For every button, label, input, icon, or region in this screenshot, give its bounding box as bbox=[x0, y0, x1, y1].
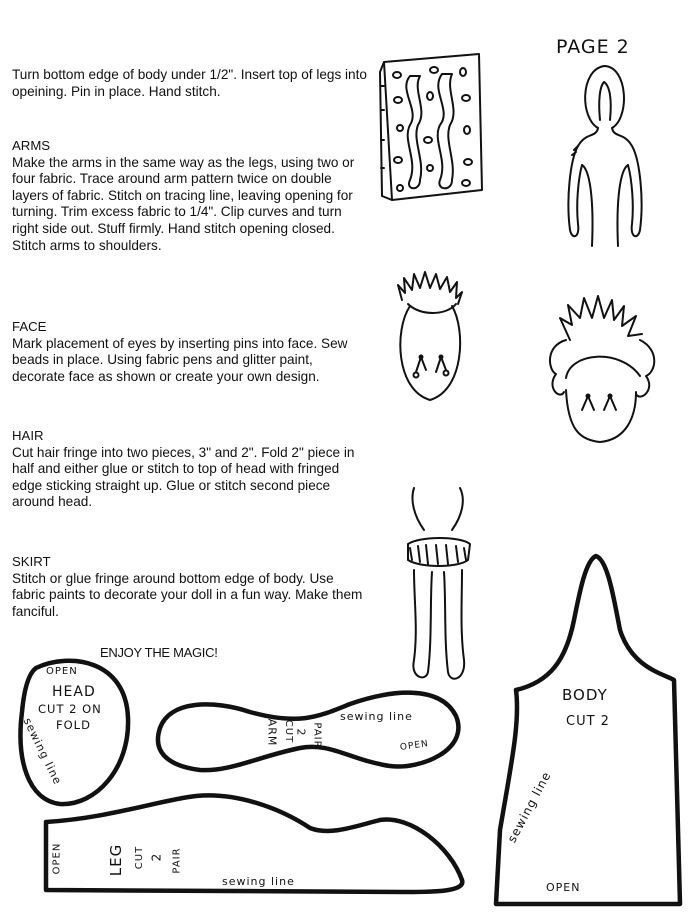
body-sewing-line-label: sewing line bbox=[504, 769, 554, 845]
face-heading: FACE bbox=[12, 319, 47, 334]
arms-heading: ARMS bbox=[12, 138, 51, 153]
body-with-arms-illustration bbox=[568, 66, 641, 246]
intro-paragraph: Turn bottom edge of body under 1/2". Insert top of legs into opeining. Pin in place. Hand stitch. bbox=[12, 67, 367, 99]
arm-open-label: OPEN bbox=[399, 739, 430, 753]
arm-pair-label: PAIR bbox=[311, 722, 323, 749]
body-pattern bbox=[496, 556, 680, 904]
arms-text: Make the arms in the same way as the legs, using two or four fabric. Trace around arm pattern twice on double layers of fabric. Stitch on tracing line, leaving opening for turning. Trim excess fabric to 1/4". Clip curves and turn right side out. Stuff firmly. Hand stitch opening closed. Stitch arms to shoulders. bbox=[12, 154, 355, 253]
leg-cut-label: CUT bbox=[134, 845, 146, 870]
body-cut-label: CUT 2 bbox=[566, 714, 610, 729]
leg-pair-label: PAIR bbox=[171, 847, 183, 874]
page-label: PAGE 2 bbox=[556, 36, 630, 58]
arm-title: ARM bbox=[265, 718, 279, 747]
head-fold-label: FOLD bbox=[56, 718, 91, 732]
arm-pattern bbox=[158, 693, 458, 770]
face-illustration bbox=[398, 272, 462, 400]
arm-cut-label: CUT bbox=[283, 719, 295, 744]
hair-text: Cut hair fringe into two pieces, 3" and 2". Fold 2" piece in half and either glue or stitch to top of head with fringed edge sticking straight up. Glue or stitch second piece around head. bbox=[12, 444, 355, 510]
arm-sewing-line-label: sewing line bbox=[340, 710, 413, 723]
legs-with-skirt-illustration bbox=[408, 488, 470, 679]
face-with-hair-illustration bbox=[550, 296, 654, 442]
skirt-text: Stitch or glue fringe around bottom edge of body. Use fabric paints to decorate your doll in a fun way. Make them fanciful. bbox=[12, 570, 363, 619]
body-open-label: OPEN bbox=[546, 881, 581, 894]
head-open-label: OPEN bbox=[46, 666, 78, 677]
head-sewing-line-label: sewing line bbox=[20, 715, 65, 788]
leg-sewing-line-label: sewing line bbox=[222, 875, 295, 888]
face-text: Mark placement of eyes by inserting pins into face. Sew beads in place. Using fabric pens and glitter paint, decorate face as shown or create your own design. bbox=[12, 335, 348, 384]
leg-title: LEG bbox=[107, 843, 126, 877]
closing-line: ENJOY THE MAGIC! bbox=[100, 645, 218, 660]
arm-count-label: 2 bbox=[294, 728, 308, 737]
folded-fabric-illustration bbox=[380, 54, 482, 200]
body-title: BODY bbox=[562, 686, 608, 704]
hair-heading: HAIR bbox=[12, 428, 44, 443]
skirt-heading: SKIRT bbox=[12, 554, 51, 569]
head-cut-label: CUT 2 ON bbox=[38, 702, 102, 716]
head-title: HEAD bbox=[52, 684, 96, 700]
leg-open-label: OPEN bbox=[51, 842, 63, 875]
leg-count-label: 2 bbox=[149, 852, 164, 862]
